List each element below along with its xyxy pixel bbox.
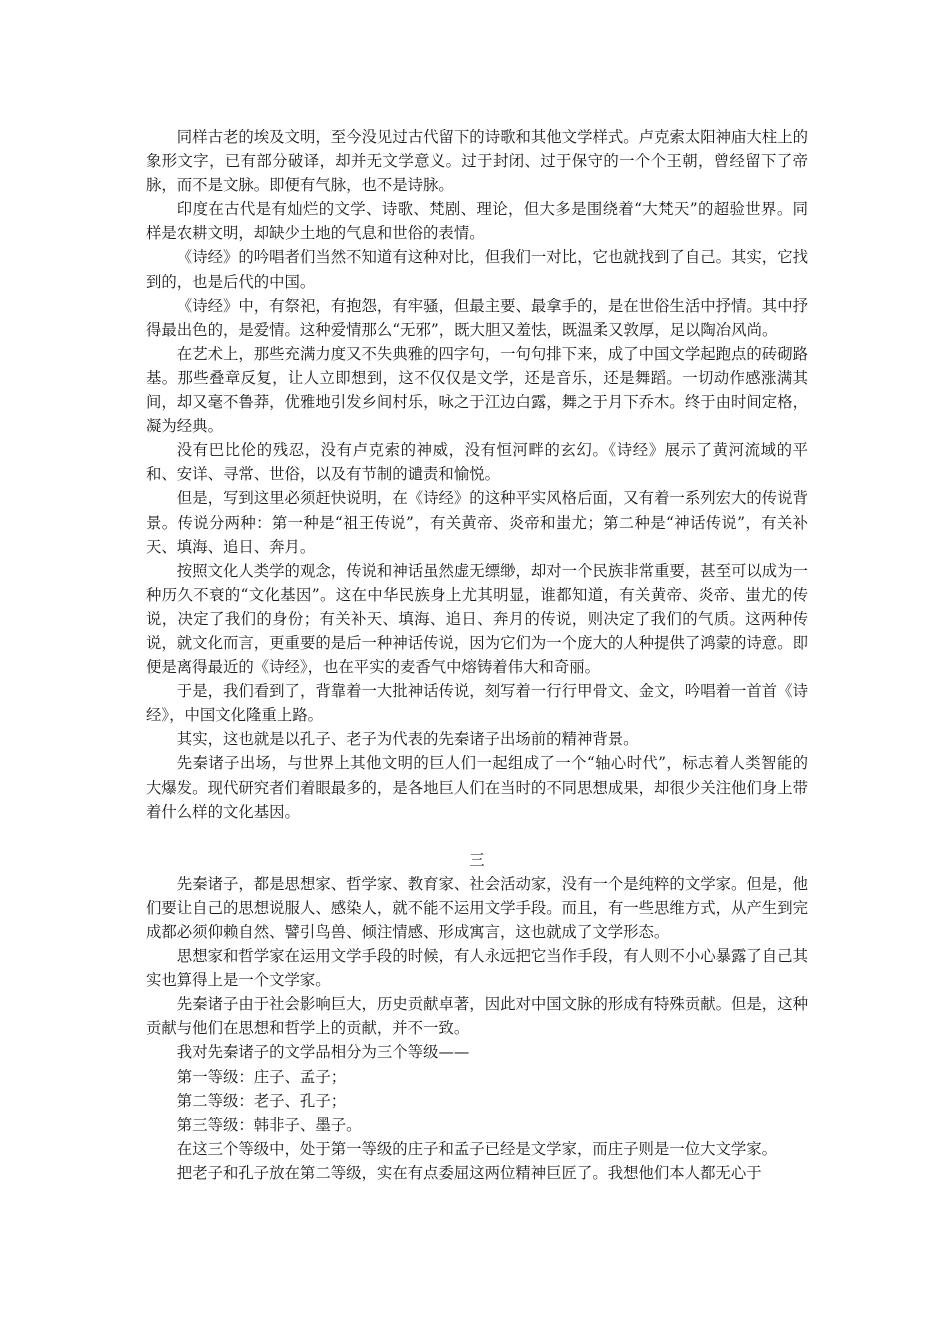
list-item: 第三等级：韩非子、墨子。	[176, 1115, 362, 1134]
paragraph: 思想家和哲学家在运用文学手段的时候，有人永远把它当作手段，有人则不小心暴露了自己其实也算得上是一个文学家。	[146, 947, 808, 990]
paragraph: 在艺术上，那些充满力度又不失典雅的四字句，一句句排下来，成了中国文学起跑点的砖砌路基。那些叠章反复，让人立即想到，这不仅仅是文学，还是音乐，还是舞蹈。一切动作感涨满其间，却又毫不鲁莽，优雅地引发乡间村乐，咏之于江边白露，舞之于月下乔木。终于由时间定格，凝为经典。	[146, 344, 808, 436]
paragraph: 先秦诸子出场，与世界上其他文明的巨人们一起组成了一个“轴心时代”，标志着人类智能的大爆发。现代研究者们着眼最多的，是各地巨人们在当时的不同思想成果，却很少关注他们身上带着什么样的文化基因。	[146, 754, 808, 821]
paragraph: 没有巴比伦的残忍，没有卢克索的神威，没有恒河畔的玄幻。《诗经》展示了黄河流域的平和、安详、寻常、世俗，以及有节制的谴责和愉悦。	[146, 441, 808, 484]
paragraph: 但是，写到这里必须赶快说明，在《诗经》的这种平实风格后面，又有着一系列宏大的传说背景。传说分两种：第一种是“祖王传说”，有关黄帝、炎帝和蚩尤；第二种是“神话传说”，有关补天、填海、追日、奔月。	[146, 489, 808, 556]
paragraph: 在这三个等级中，处于第一等级的庄子和孟子已经是文学家，而庄子则是一位大文学家。	[176, 1139, 778, 1158]
paragraph: 于是，我们看到了，背靠着一大批神话传说，刻写着一行行甲骨文、金文，吟唱着一首首《诗经》，中国文化隆重上路。	[146, 682, 808, 725]
paragraph: 《诗经》的吟唱者们当然不知道有这种对比，但我们一对比，它也就找到了自己。其实，它找到的，也是后代的中国。	[146, 248, 808, 291]
paragraph: 印度在古代是有灿烂的文学、诗歌、梵剧、理论，但大多是围绕着“大梵天”的超验世界。同样是农耕文明，却缺少土地的气息和世俗的表情。	[146, 200, 808, 243]
paragraph: 我对先秦诸子的文学品相分为三个等级——	[176, 1043, 470, 1062]
paragraph: 把老子和孔子放在第二等级，实在有点委屈这两位精神巨匠了。我想他们本人都无心于	[176, 1163, 762, 1182]
section-heading: 三	[469, 850, 485, 869]
document-body	[146, 125, 808, 1185]
list-item: 第一等级：庄子、孟子；	[176, 1067, 347, 1086]
list-item: 第二等级：老子、孔子；	[176, 1091, 347, 1110]
paragraph: 其实，这也就是以孔子、老子为代表的先秦诸子出场前的精神背景。	[176, 730, 639, 749]
paragraph: 《诗经》中，有祭祀，有抱怨，有牢骚，但最主要、最拿手的，是在世俗生活中抒情。其中抒得最出色的，是爱情。这种爱情那么“无邪”，既大胆又羞怯，既温柔又敦厚，足以陶冶风尚。	[146, 296, 808, 339]
paragraph: 先秦诸子，都是思想家、哲学家、教育家、社会活动家，没有一个是纯粹的文学家。但是，他们要让自己的思想说服人、感染人，就不能不运用文学手段。而且，有一些思维方式，从产生到完成都必须仰赖自然、譬引鸟兽、倾注情感、形成寓言，这也就成了文学形态。	[146, 874, 808, 941]
paragraph: 按照文化人类学的观念，传说和神话虽然虚无缥缈，却对一个民族非常重要，甚至可以成为一种历久不衰的“文化基因”。这在中华民族身上尤其明显，谁都知道，有关黄帝、炎帝、蚩尤的传说，决定了我们的身份；有关补天、填海、追日、奔月的传说，则决定了我们的气质。这两种传说，就文化而言，更重要的是后一种神话传说，因为它们为一个庞大的人种提供了鸿蒙的诗意。即便是离得最近的《诗经》，也在平实的麦香气中熔铸着伟大和奇丽。	[146, 561, 808, 677]
paragraph: 先秦诸子由于社会影响巨大，历史贡献卓著，因此对中国文脉的形成有特殊贡献。但是，这种贡献与他们在思想和哲学上的贡献，并不一致。	[146, 995, 808, 1038]
paragraph: 同样古老的埃及文明，至今没见过古代留下的诗歌和其他文学样式。卢克索太阳神庙大柱上的象形文字，已有部分破译，却并无文学意义。过于封闭、过于保守的一个个王朝，曾经留下了帝脉，而不是文脉。即便有气脉，也不是诗脉。	[146, 128, 808, 195]
